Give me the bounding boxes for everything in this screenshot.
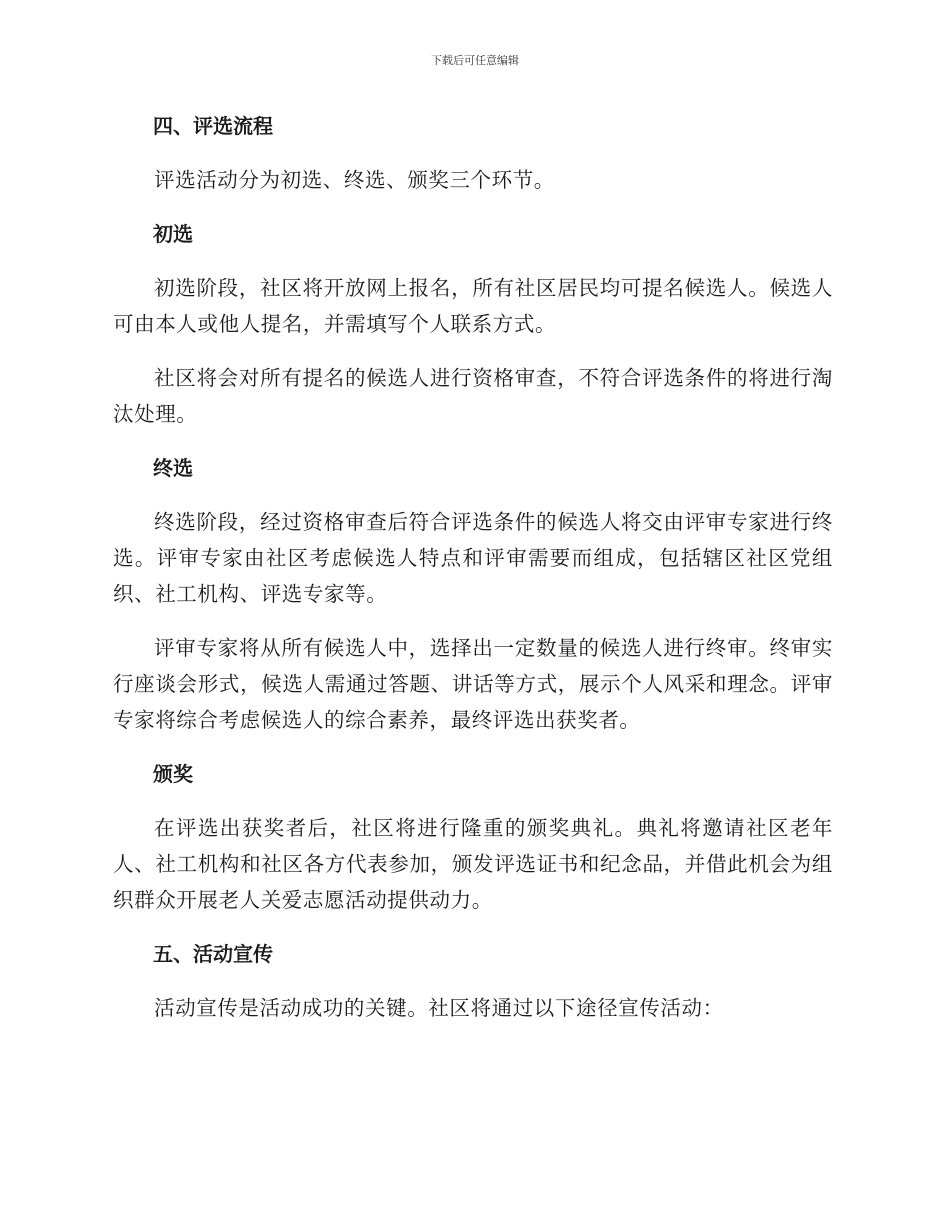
paragraph-final-1: 终选阶段，经过资格审查后符合评选条件的候选人将交由评审专家进行终选。评审专家由社区考虑候选人特点和评审需要而组成，包括辖区社区党组织、社工机构、评选专家等。 bbox=[113, 510, 833, 606]
section-heading-publicity: 五、活动宣传 bbox=[153, 942, 273, 966]
document-body bbox=[113, 108, 833, 1026]
subheading-award: 颁奖 bbox=[153, 762, 193, 786]
paragraph-award-1: 在评选出获奖者后，社区将进行隆重的颁奖典礼。典礼将邀请社区老年人、社工机构和社区各方代表参加，颁发评选证书和纪念品，并借此机会为组织群众开展老人关爱志愿活动提供动力。 bbox=[113, 816, 833, 912]
paragraph-preliminary-2: 社区将会对所有提名的候选人进行资格审查，不符合评选条件的将进行淘汰处理。 bbox=[113, 366, 833, 426]
page-header: 下载后可任意编辑 bbox=[431, 54, 519, 67]
subheading-preliminary: 初选 bbox=[153, 222, 193, 246]
paragraph-preliminary-1: 初选阶段，社区将开放网上报名，所有社区居民均可提名候选人。候选人可由本人或他人提名，并需填写个人联系方式。 bbox=[113, 276, 833, 336]
section-heading-selection-process: 四、评选流程 bbox=[153, 114, 273, 138]
paragraph-publicity-1: 活动宣传是活动成功的关键。社区将通过以下途径宣传活动： bbox=[154, 996, 724, 1020]
paragraph-selection-intro: 评选活动分为初选、终选、颁奖三个环节。 bbox=[154, 168, 555, 192]
subheading-final: 终选 bbox=[153, 456, 193, 480]
paragraph-final-2: 评审专家将从所有候选人中，选择出一定数量的候选人进行终审。终审实行座谈会形式，候选人需通过答题、讲话等方式，展示个人风采和理念。评审专家将综合考虑候选人的综合素养，最终评选出获奖者。 bbox=[113, 636, 833, 732]
